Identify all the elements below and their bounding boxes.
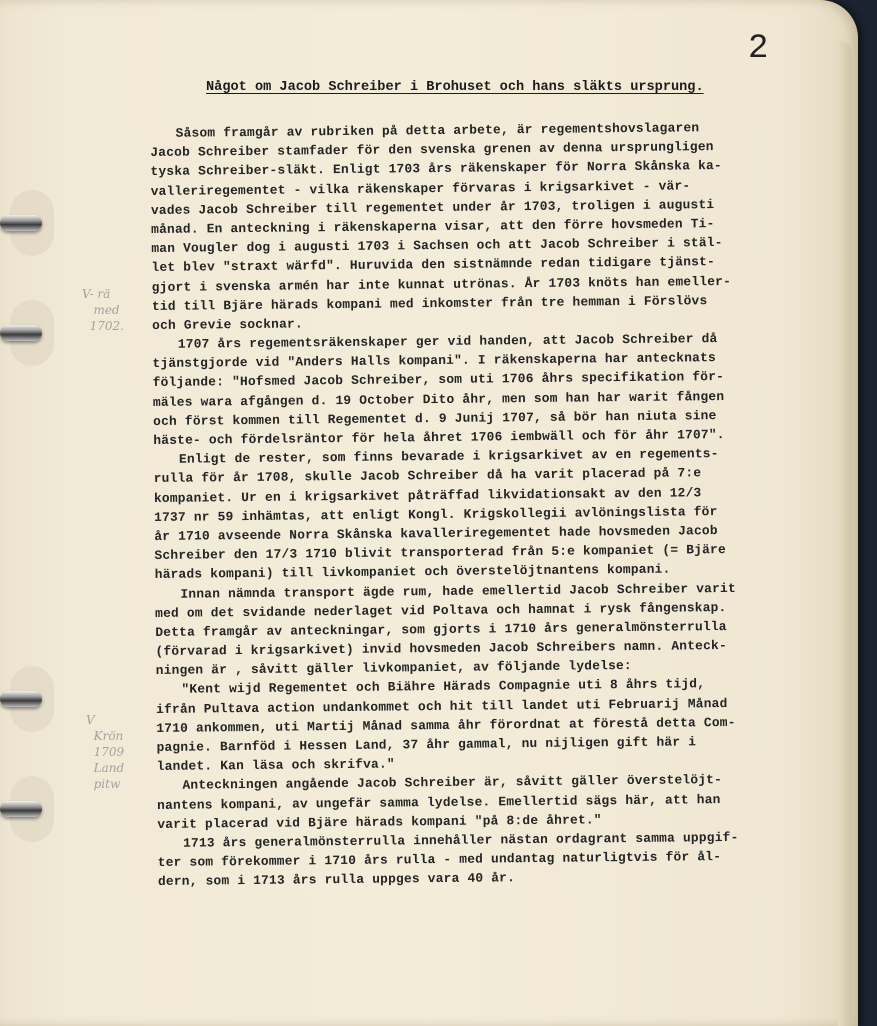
text-line: Enligt de rester, som finns bevarade i krigsarkivet av en regements-: [178, 446, 719, 467]
text-line: Såsom framgår av rubriken på detta arbete, är regementshovslagaren: [175, 120, 700, 141]
text-line: månad. En anteckning i räkenskaperna visar, att den förre hovsmeden Ti-: [151, 216, 715, 237]
binder-ring: [0, 212, 42, 234]
text-line: varit placerad vid Bjäre härads kompani "på 8:de åhret.": [157, 812, 602, 832]
text-line: ter som förekommer i 1710 års rulla - med undantag naturligtvis för ål-: [157, 849, 722, 871]
text-line: Detta framgår av anteckningar, som gjorts i 1710 års generalmönsterrulla: [155, 618, 727, 640]
text-line: "Kent wijd Regementet och Biähre Härads Compagnie uti 8 åhrs tijd,: [181, 676, 706, 698]
text-line: Innan nämnda transport ägde rum, hade emellertid Jacob Schreiber varit: [180, 580, 736, 602]
text-line: Anteckningen angående Jacob Schreiber är, såvitt gäller överstelöjt-: [182, 772, 723, 794]
binder-ring: [0, 798, 42, 820]
text-line: härads kompani) till livkompaniet och överstelöjtnantens kompani.: [154, 561, 671, 583]
text-line: vades Jacob Schreiber till regementet under år 1703, troligen i augusti: [150, 196, 715, 218]
text-line: dern, som i 1713 års rulla uppges vara 40 år.: [157, 870, 516, 890]
text-line: gjort i svenska armén har inte kunnat utrönas. År 1703 knöts han emeller-: [151, 273, 732, 295]
text-line: (förvarad i krigsarkivet) invid hovsmeden Jacob Schreibers namn. Anteck-: [155, 638, 727, 660]
binder-ring: [0, 322, 42, 344]
text-line: tjänstgjorde vid "Anders Halls kompani". I räkenskaperna har antecknats: [152, 350, 716, 372]
text-line: Jacob Schreiber stamfader för den svenska grenen av denna ursprungligen: [150, 139, 714, 161]
text-line: följande: "Hofsmed Jacob Schreiber, som uti 1706 åhrs specifikation för-: [152, 369, 725, 391]
text-line: let blev "straxt wärfd". Huruvida den sistnämnde redan tidigare tjänst-: [151, 254, 715, 276]
text-line: med om det svidande nederlaget vid Poltava och hamnat i rysk fångenskap.: [155, 599, 727, 621]
body-text: [150, 117, 848, 892]
binder-ring: [0, 688, 42, 710]
text-line: 1737 nr 59 inhämtas, att enligt Kongl. Krigskollegii avlöningslista för: [154, 503, 718, 525]
margin-note-handwritten: V- rä med 1702.: [82, 287, 124, 333]
document-heading: Något om Jacob Schreiber i Brohuset och hans släkts ursprung.: [206, 80, 704, 95]
text-line: rulla för år 1708, skulle Jacob Schreiber då ha varit placerad på 7:e: [153, 465, 702, 487]
text-line: nantens kompani, av ungefär samma lydelse. Emellertid sägs här, att han: [157, 791, 721, 813]
text-line: och Grevie socknar.: [152, 316, 303, 333]
text-line: tid till Bjäre härads kompani med inkomster från tre hemman i Förslövs: [151, 292, 708, 314]
text-line: år 1710 avseende Norra Skånska kavalleriregementet hade hovsmeden Jacob: [154, 523, 718, 544]
text-line: och först kommen till Regementet d. 9 Junij 1707, så bör han niuta sine: [153, 407, 717, 429]
text-line: ningen är , såvitt gäller livkompaniet, av följande lydelse:: [155, 658, 632, 679]
text-line: 1710 ankommen, uti Martij Månad samma åhr förordnat at förestå detta Com-: [156, 714, 736, 736]
text-line: 1707 års regementsräkenskaper ger vid handen, att Jacob Schreiber då: [177, 331, 718, 352]
text-line: mäles wara afgången d. 19 October Dito åhr, men som han har warit fången: [152, 388, 725, 410]
page-number: 2: [748, 30, 770, 68]
text-line: landet. Kan läsa och skrifva.": [156, 756, 395, 775]
text-line: pagnie. Barnföd i Hessen Land, 37 åhr gammal, nu nijligen gift här i: [156, 734, 697, 755]
text-line: valleriregementet - vilka räkenskaper förvaras i krigsarkivet - vär-: [150, 177, 691, 199]
text-line: man Vougler dog i augusti 1703 i Sachsen och att Jacob Schreiber i stäl-: [151, 235, 723, 257]
text-line: tyska Schreiber-släkt. Enligt 1703 års räkenskaper för Norra Skånska ka-: [150, 158, 722, 180]
text-line: kompaniet. Ur en i krigsarkivet påträffad likvidationsakt av den 12/3: [153, 484, 702, 506]
text-line: häste- och fördelsräntor för hela åhret 1706 iembwäll och för åhr 1707".: [153, 426, 725, 448]
text-line: Schreiber den 17/3 1710 blivit transporterad från 5:e kompaniet (= Bjäre: [154, 542, 726, 564]
margin-note-handwritten: V Krön 1709 Land pitw: [86, 713, 125, 791]
text-line: 1713 års generalmönsterrulla innehåller nästan ordagrant samma uppgif-: [182, 829, 739, 851]
text-line: ifrån Pultava action undankommet och hit till landet uti Februarij Månad: [156, 695, 728, 717]
